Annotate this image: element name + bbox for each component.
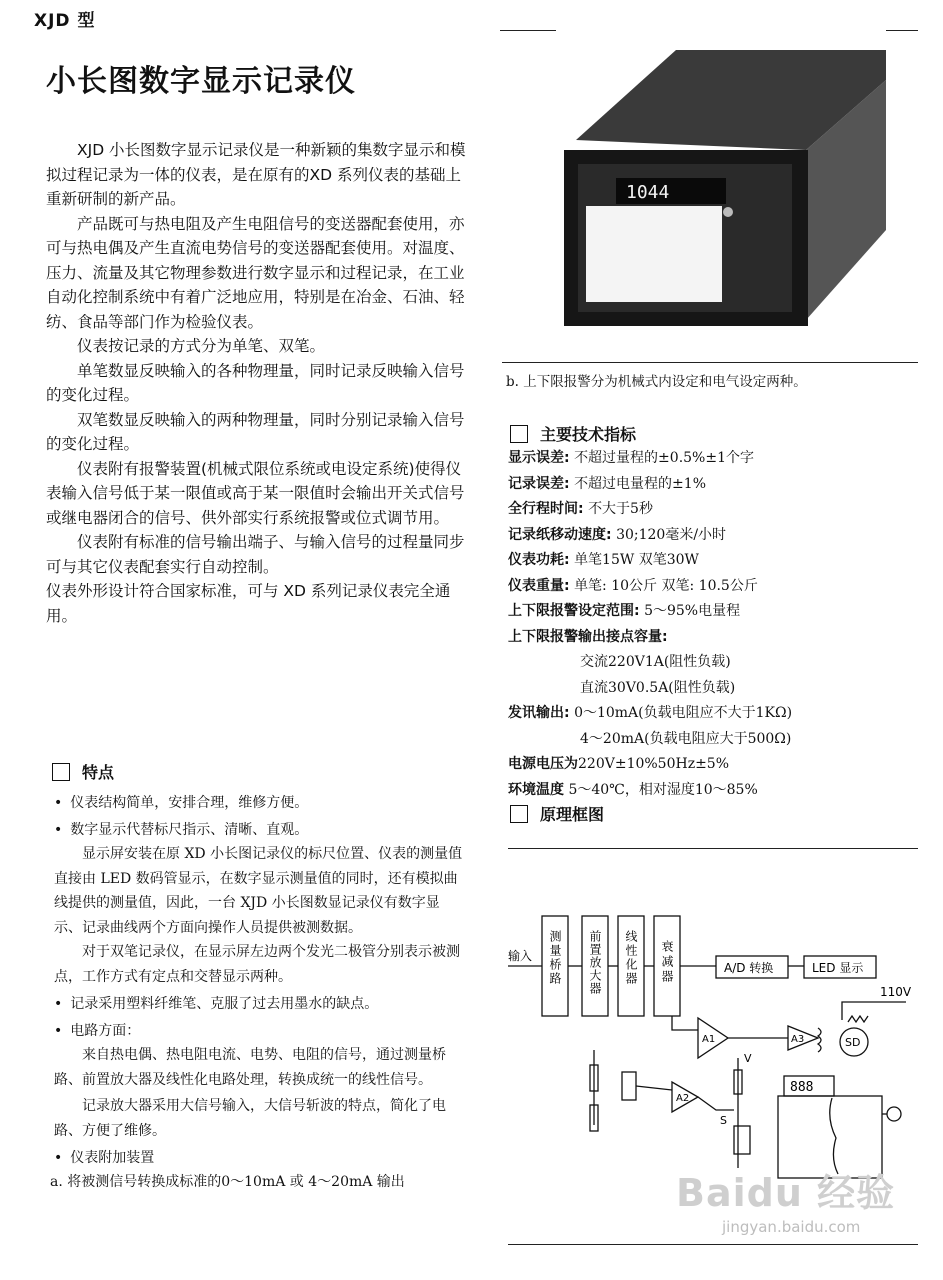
spec-value: 单笔: 10公斤 双笔: 10.5公斤 (574, 577, 758, 594)
spec-label: 记录误差: (508, 475, 570, 492)
spec-row (508, 574, 918, 600)
product-photo (556, 20, 886, 350)
spec-label: 仪表功耗: (508, 552, 570, 568)
spec-value: 5～95%电量程 (644, 603, 741, 619)
feature-paragraph: 对于双笔记录仪，在显示屏左边两个发光二极管分别表示被测点，工作方式有定点和交替显示两种。 (54, 944, 460, 985)
indicator-dot (723, 207, 733, 217)
spec-row (508, 625, 918, 651)
spec-row (508, 497, 918, 523)
v-label: V (744, 1052, 752, 1065)
spec-row (508, 472, 918, 498)
checkbox-icon (510, 425, 528, 443)
intro-paragraph: XJD 小长图数字显示记录仪是一种新颖的集数字显示和模拟过程记录为一体的仪表，是在原有的XD 系列仪表的基础上重新研制的新产品。 (46, 141, 466, 208)
spec-value: 220V±10%50Hz±5% (578, 756, 730, 772)
a3-label: A3 (791, 1034, 805, 1045)
feature-bullet: • 仪表结构简单，安排合理，维修方便。 (54, 792, 464, 815)
a2-label: A2 (676, 1093, 690, 1104)
model-label: XJD 型 (34, 11, 96, 31)
spec-row (508, 446, 918, 472)
spec-label: 全行程时间: (508, 501, 584, 517)
spec-row (508, 778, 918, 804)
spec-label: 发讯输出: (508, 705, 570, 721)
v110-label: 110V (880, 985, 912, 999)
feature-paragraph: 显示屏安装在原 XD 小长图记录仪的标尺位置、仪表的测量值直接由 LED 数码管显示，在数字显示测量值的同时，还有模拟曲线提供的测量值，因此，一台 XJD 小长图数显记录仪有数字显示、记录曲线两个方面向操作人员提供被测数据。 (54, 846, 463, 936)
a1-label: A1 (702, 1034, 716, 1045)
features-heading-label: 特点 (82, 763, 115, 782)
spec-row (508, 752, 918, 778)
ad-label: A/D 转换 (724, 961, 774, 975)
drive-wheel (887, 1107, 901, 1121)
chart-window (586, 206, 722, 302)
spec-signal-2: 4～20mA(负载电阻应大于500Ω) (580, 730, 792, 747)
spec-value: 单笔15W 双笔30W (574, 552, 699, 568)
spec-row (508, 548, 918, 574)
spec-row (508, 523, 918, 549)
spec-value: 5～40℃，相对湿度10～85% (568, 781, 758, 798)
feature-paragraph: 记录放大器采用大信号输入，大信号斩波的特点，简化了电路、方便了维修。 (54, 1098, 446, 1139)
sd-label: SD (845, 1036, 861, 1049)
led-readout: 1044 (626, 182, 670, 203)
checkbox-icon (510, 805, 528, 823)
bridge-label: 测量桥路 (548, 930, 562, 986)
bottom-rule (508, 1244, 918, 1245)
page-title: 小长图数字显示记录仪 (46, 64, 356, 99)
spec-contact-ac: 交流220V1A(阻性负载) (580, 654, 731, 670)
specs-heading (510, 422, 636, 445)
spec-value: 30;120毫米/小时 (616, 526, 727, 543)
pot-a2 (622, 1072, 636, 1100)
intro-section (46, 138, 468, 628)
transformer-coil (818, 1028, 821, 1052)
feature-bullet: • 电路方面： (54, 1020, 464, 1043)
feature-item-b: b. 上下限报警分为机械式内设定和电气设定两种。 (506, 374, 807, 390)
checkbox-icon (52, 763, 70, 781)
intro-paragraph: 产品既可与热电阻及产生电阻信号的变送器配套使用，亦可与热电偶及产生直流电势信号的变送器配套使用。对温度、压力、流量及其它物理参数进行数字显示和过程记录，在工业自动化控制系统中有着广泛地应用，特别是在冶金、石油、轻纺、食品等部门作为检验仪表。 (46, 214, 465, 331)
spec-label: 电源电压为 (508, 756, 578, 772)
feature-bullet: • 仪表附加装置 (54, 1147, 464, 1170)
spec-value: 不超过电量程的±1% (574, 475, 707, 492)
intro-paragraph: 双笔数显反映输入的两种物理量，同时分别记录输入信号的变化过程。 (46, 410, 465, 453)
intro-paragraph: 仪表按记录的方式分为单笔、双笔。 (77, 337, 326, 355)
spec-contact-dc: 直流30V0.5A(阻性负载) (580, 679, 736, 696)
intro-paragraph: 仪表外形设计符合国家标准，可与 XD 系列记录仪表完全通用。 (46, 582, 451, 625)
spec-label: 上下限报警输出接点容量: (508, 628, 668, 645)
feature-bullet: • 数字显示代替标尺指示、清晰、直观。 (54, 819, 464, 842)
spec-label: 仪表重量: (508, 577, 570, 594)
photo-rule (502, 362, 918, 363)
spec-value: 不大于5秒 (588, 501, 653, 517)
feature-bullet: • 记录采用塑料纤维笔、克服了过去用墨水的缺点。 (54, 993, 464, 1016)
watermark-url: jingyan.baidu.com (722, 1218, 861, 1236)
features-section (50, 792, 464, 1195)
s-label: S (720, 1114, 727, 1127)
spec-row (508, 701, 918, 727)
diagram-heading (510, 802, 604, 825)
resistor-110v (848, 1016, 868, 1022)
spec-label: 环境温度 (508, 781, 564, 798)
attenuator-label: 衰减器 (660, 940, 674, 985)
diagram-top-rule (508, 848, 918, 849)
intro-paragraph: 单笔数显反映输入的各种物理量，同时记录反映输入信号的变化过程。 (46, 361, 465, 404)
preamp-label: 前置放大器 (588, 930, 602, 995)
led-label: LED 显示 (812, 961, 864, 975)
intro-paragraph: 仪表附有标准的信号输出端子、与输入信号的过程量同步可与其它仪表配套实行自动控制。 (46, 533, 465, 576)
spec-label: 显示误差: (508, 450, 570, 466)
display-readout: 888 (790, 1080, 814, 1095)
diagram-heading-label: 原理框图 (540, 805, 605, 824)
features-heading (52, 760, 114, 783)
spec-row (508, 599, 918, 625)
spec-label: 上下限报警设定范围: (508, 603, 640, 619)
wire-s (698, 1097, 734, 1110)
input-label: 输入 (508, 949, 533, 963)
watermark-brand: Baidu 经验 (676, 1171, 896, 1215)
linearizer-label: 线性化器 (624, 930, 638, 986)
spec-label: 记录纸移动速度: (508, 526, 612, 543)
specs-heading-label: 主要技术指标 (540, 425, 637, 444)
wire-a2 (636, 1086, 672, 1090)
intro-paragraph: 仪表附有报警装置(机械式限位系统或电设定系统)使得仪表输入信号低于某一限值或高于某一限值时会输出开关式信号或继电器闭合的信号、供外部实行系统报警或位式调节用。 (46, 459, 465, 527)
feature-paragraph: 来自热电偶、热电阻电流、电势、电阻的信号，通过测量桥路、前置放大器及线性化电路处理，转换成统一的线性信号。 (54, 1047, 446, 1088)
spec-value: 0～10mA(负载电阻应不大于1KΩ) (574, 705, 793, 721)
specs-list (508, 446, 918, 803)
feature-item-a: a. 将被测信号转换成标准的0～10mA 或 4～20mA 输出 (50, 1174, 405, 1190)
spec-value: 不超过量程的±0.5%±1个字 (574, 450, 754, 466)
slide-wire (734, 1126, 750, 1154)
wire-to-a1 (672, 1016, 698, 1030)
